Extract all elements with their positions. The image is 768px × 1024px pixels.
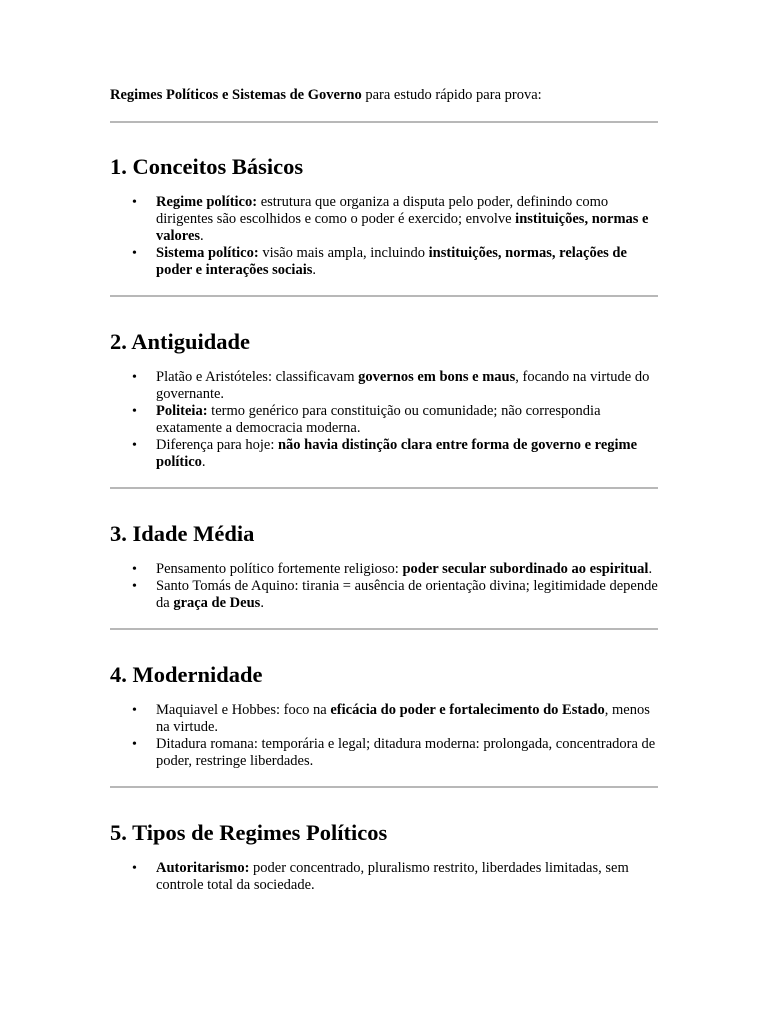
- item-text: Maquiavel e Hobbes: foco na: [156, 702, 331, 718]
- item-text: instituições, normas e valores: [156, 211, 649, 244]
- item-text: .: [312, 262, 317, 278]
- item-text: eficácia do poder e fortalecimento do Estado: [330, 702, 605, 718]
- item-text: graça de Deus: [173, 595, 261, 611]
- item-text: .: [648, 561, 653, 577]
- section-heading: 5. Tipos de Regimes Políticos: [110, 820, 388, 845]
- section-heading: 1. Conceitos Básicos: [110, 154, 304, 179]
- item-text: Santo Tomás de Aquino: tirania = ausência de orientação divina; legitimidade depende da: [156, 578, 658, 611]
- section-heading: 3. Idade Média: [110, 521, 255, 546]
- item-text: Autoritarismo:: [156, 860, 250, 876]
- list-item: [156, 194, 658, 245]
- item-text: poder concentrado, pluralismo restrito, liberdades limitadas, sem controle total da sociedade.: [156, 860, 629, 893]
- item-text: .: [201, 454, 206, 470]
- item-text: poder secular subordinado ao espiritual: [402, 561, 649, 577]
- list-item: [156, 860, 658, 894]
- item-text: instituições, normas, relações de poder e interações sociais: [156, 245, 627, 278]
- divider: [110, 295, 658, 297]
- bullet-list: [110, 369, 658, 471]
- divider: [110, 487, 658, 489]
- section-heading: 4. Modernidade: [110, 662, 263, 687]
- item-text: , menos na virtude.: [156, 702, 650, 735]
- item-text: .: [260, 595, 264, 611]
- list-item: [156, 578, 658, 612]
- document-content: [110, 86, 658, 894]
- divider: [110, 121, 658, 123]
- list-item: [156, 437, 658, 471]
- list-item: [156, 403, 658, 437]
- divider: [110, 786, 658, 788]
- item-text: Politeia:: [156, 403, 208, 419]
- bullet-list: [110, 194, 658, 279]
- item-text: Regime político:: [156, 194, 258, 210]
- intro-rest: para estudo rápido para prova:: [361, 87, 542, 103]
- list-item: [156, 736, 658, 770]
- item-text: Ditadura romana: temporária e legal; ditadura moderna: prolongada, concentradora de poder, restringe liberdades.: [156, 736, 656, 769]
- list-item: [156, 702, 658, 736]
- item-text: Sistema político:: [156, 245, 259, 261]
- item-text: visão mais ampla, incluindo: [258, 245, 429, 261]
- item-text: , focando na virtude do governante.: [156, 369, 650, 402]
- list-item: [156, 245, 658, 279]
- item-text: Diferença para hoje:: [156, 437, 278, 453]
- bullet-list: [110, 561, 658, 612]
- item-text: .: [200, 228, 204, 244]
- item-text: não havia distinção clara entre forma de governo e regime político: [156, 437, 638, 470]
- item-text: estrutura que organiza a disputa pelo poder, definindo como dirigentes são escolhidos e como o poder é exercido; envolve: [156, 194, 609, 227]
- divider: [110, 628, 658, 630]
- section-heading: 2. Antiguidade: [110, 329, 251, 354]
- intro-title: Regimes Políticos e Sistemas de Governo: [110, 87, 362, 103]
- intro-line: [110, 86, 658, 104]
- item-text: Platão e Aristóteles: classificavam: [156, 369, 359, 385]
- bullet-list: [110, 860, 658, 894]
- list-item: [156, 561, 658, 578]
- item-text: governos em bons e maus: [358, 369, 516, 385]
- bullet-list: [110, 702, 658, 770]
- item-text: Pensamento político fortemente religioso:: [156, 561, 403, 577]
- list-item: [156, 369, 658, 403]
- item-text: termo genérico para constituição ou comunidade; não correspondia exatamente a democracia moderna.: [156, 403, 601, 436]
